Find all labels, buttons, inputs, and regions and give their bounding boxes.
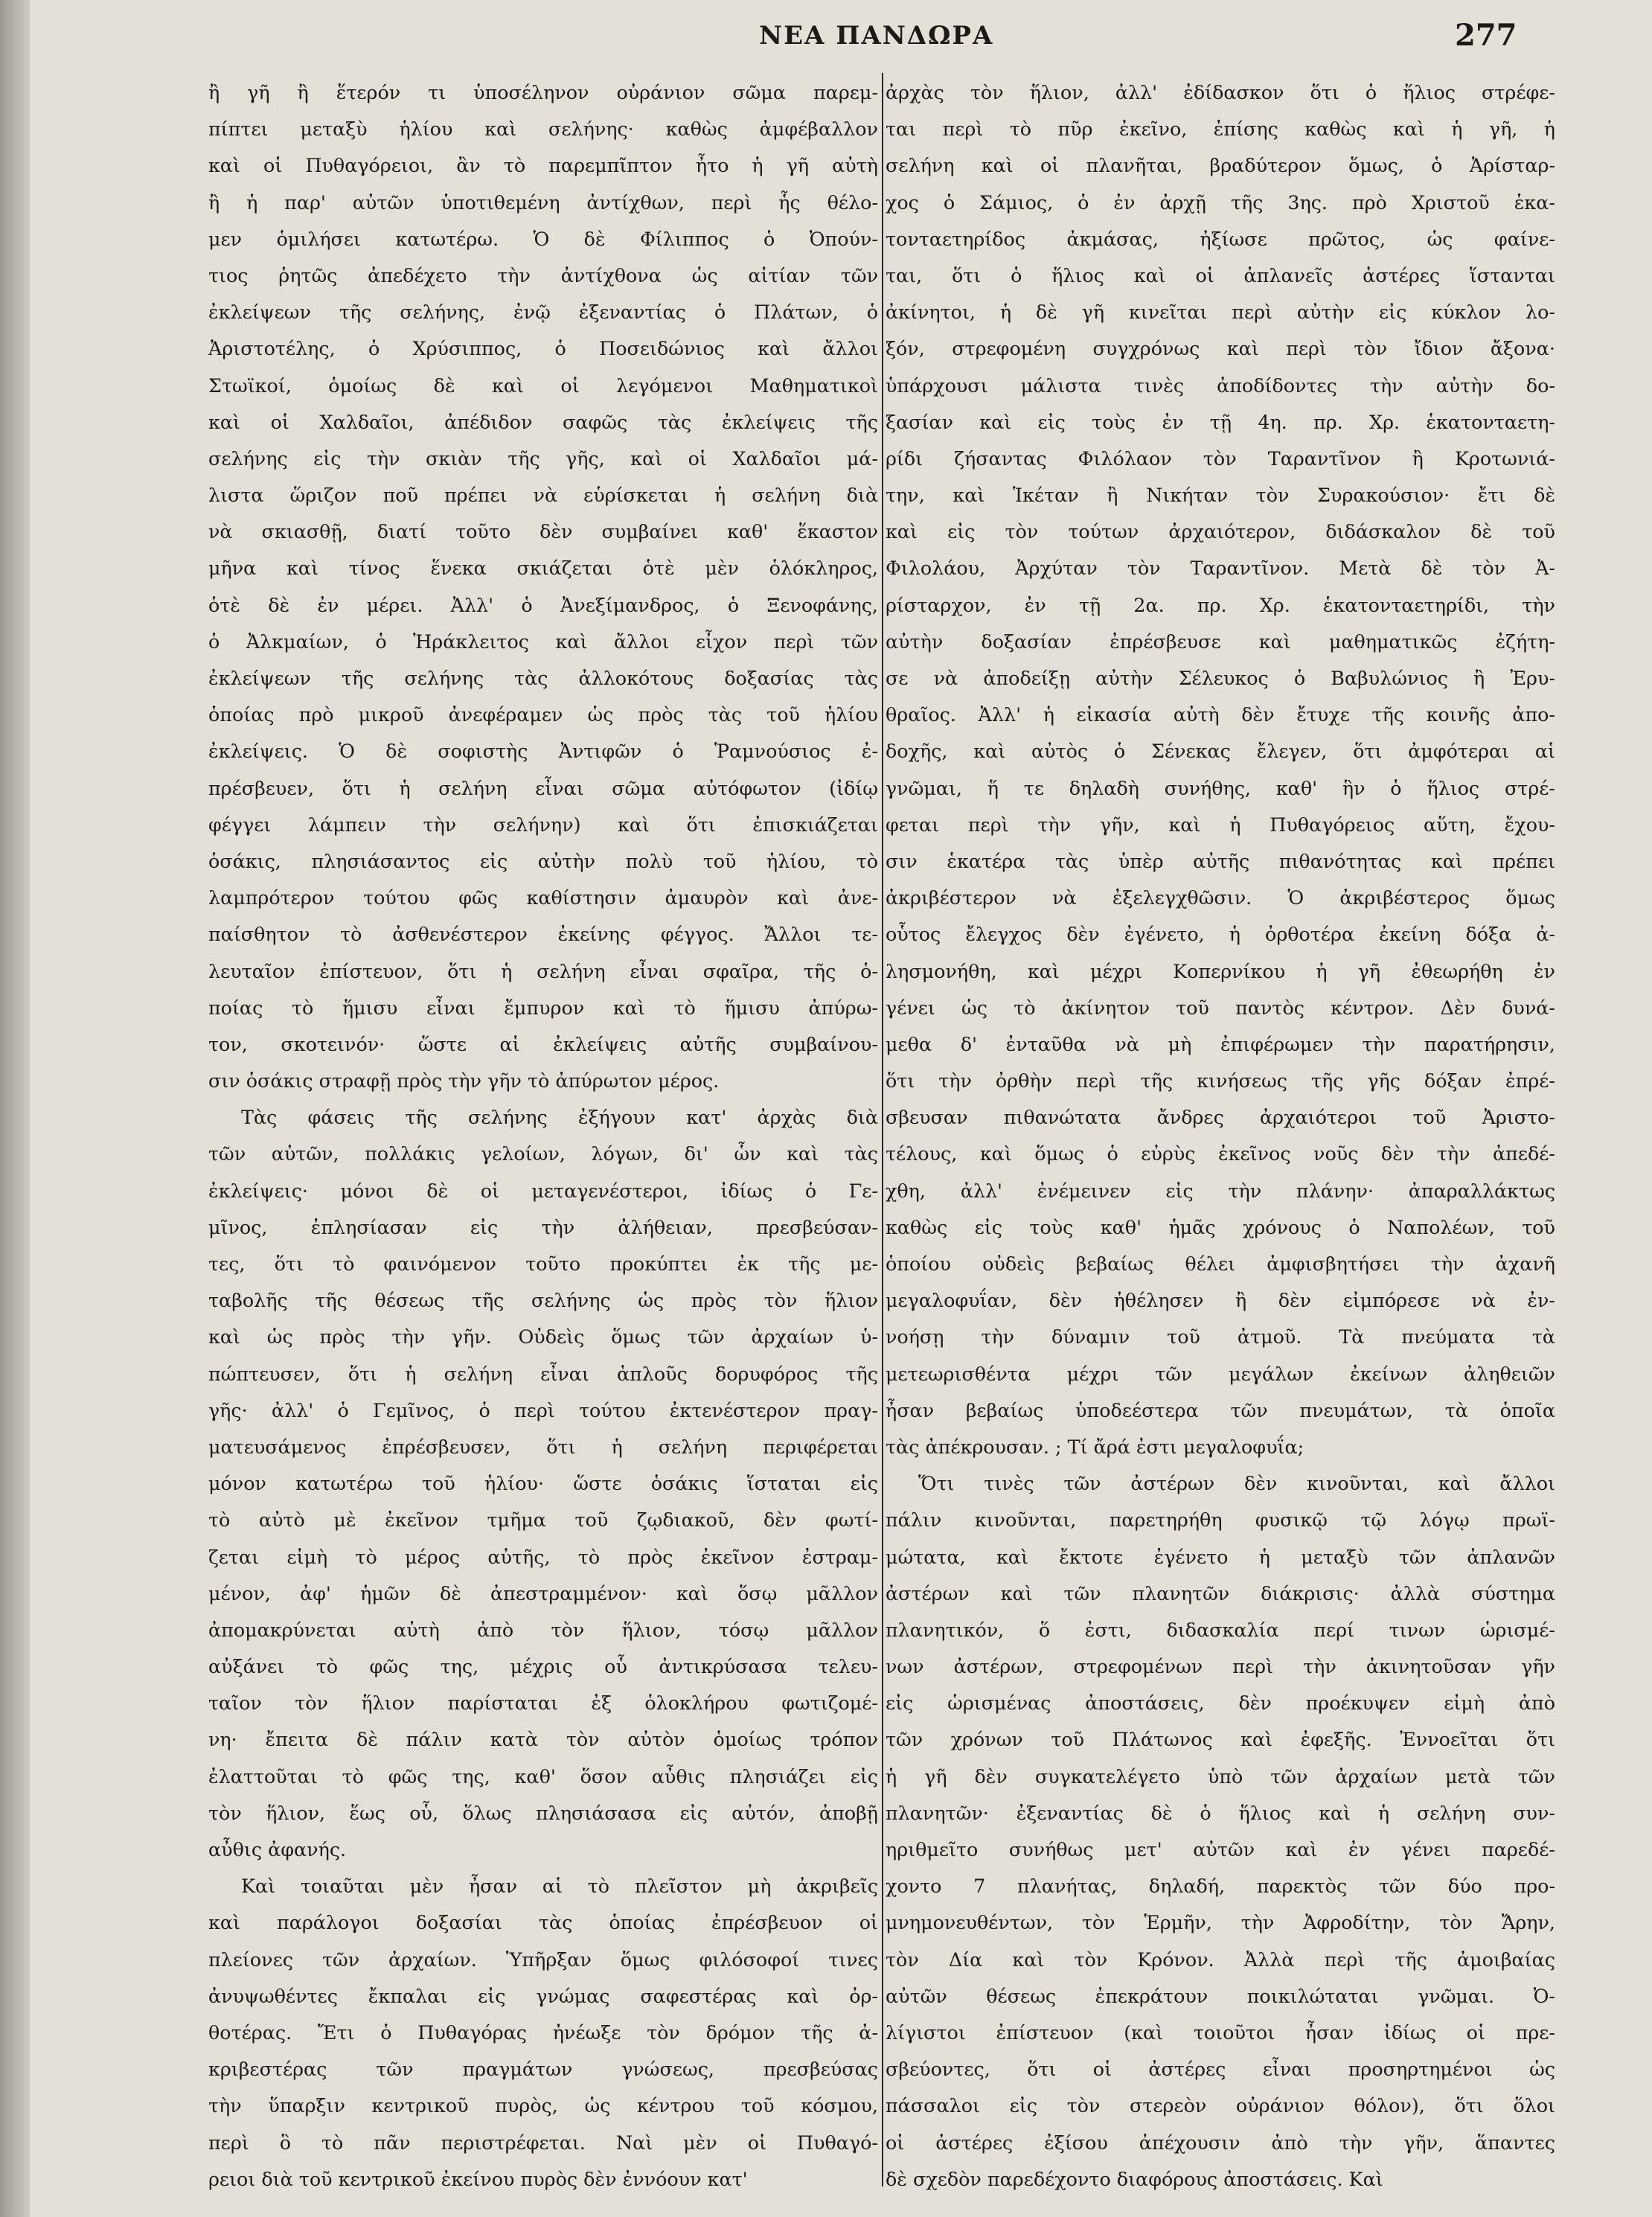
text-line: μεθα δ' ἐνταῦθα νὰ μὴ ἐπιφέρωμεν τὴν παρατήρησιν, bbox=[886, 1032, 1555, 1055]
text-line: ὁποίας πρὸ μικροῦ ἀνεφέραμεν ὡς πρὸς τὰς τοῦ ἡλίου bbox=[208, 703, 878, 726]
text-line: χος ὁ Σάμιος, ὁ ἐν ἀρχῇ τῆς 3ης. πρὸ Χριστοῦ ἑκα- bbox=[886, 191, 1555, 214]
text-line: ἐκλείψεις· μόνοι δὲ οἱ μεταγενέστεροι, ἰδίως ὁ Γε- bbox=[208, 1179, 878, 1202]
text-line: καὶ οἱ Χαλδαῖοι, ἀπέδιδον σαφῶς τὰς ἐκλείψεις τῆς bbox=[208, 410, 878, 433]
text-line: καὶ εἰς τὸν τούτων ἀρχαιότερον, διδάσκαλον δὲ τοῦ bbox=[886, 520, 1555, 543]
text-line: χθη, ἀλλ' ἐνέμεινεν εἰς τὴν πλάνην· ἀπαραλλάκτως bbox=[886, 1179, 1555, 1202]
running-title: ΝΕΑ ΠΑΝΔΩΡΑ bbox=[759, 21, 994, 51]
text-line: μένον, ἀφ' ἡμῶν δὲ ἀπεστραμμένον· καὶ ὅσῳ μᾶλλον bbox=[208, 1581, 878, 1605]
text-column-right bbox=[886, 74, 1555, 2195]
text-line: εἰς ὡρισμένας ἀποστάσεις, δὲν προέκυψεν εἰμὴ ἀπὸ bbox=[886, 1692, 1555, 1715]
text-line: τῶν αὐτῶν, πολλάκις γελοίων, λόγων, δι' ὧν καὶ τὰς bbox=[208, 1142, 878, 1165]
text-line: τες, ὅτι τὸ φαινόμενον τοῦτο προκύπτει ἐκ τῆς με- bbox=[208, 1253, 878, 1275]
text-line: ἀκριβέστερον νὰ ἐξελεγχθῶσιν. Ὁ ἀκριβέστερος ὅμως bbox=[886, 886, 1555, 909]
text-line: ξόν, στρεφομένη συγχρόνως καὶ περὶ τὸν ἴδιον ἄξονα· bbox=[886, 337, 1555, 360]
text-line: ὁποίου οὐδεὶς βεβαίως θέλει ἀμφισβητήσει τὴν ἀχανῆ bbox=[886, 1253, 1555, 1275]
text-line: θοτέρας. Ἔτι ὁ Πυθαγόρας ἠνέωξε τὸν δρόμον τῆς ἀ- bbox=[208, 2021, 878, 2044]
text-line: καὶ ὡς πρὸς τὴν γῆν. Οὐδεὶς ὅμως τῶν ἀρχαίων ὑ- bbox=[208, 1325, 878, 1349]
text-line: ἀρχὰς τὸν ἥλιον, ἀλλ' ἐδίδασκον ὅτι ὁ ἥλιος στρέφε- bbox=[886, 81, 1555, 103]
text-line: Τὰς φάσεις τῆς σελήνης ἐξήγουν κατ' ἀρχὰς διὰ bbox=[241, 1106, 878, 1129]
text-line: μεγαλοφυΐαν, δὲν ἠθέλησεν ἢ δὲν εἰμπόρεσε νὰ ἐν- bbox=[886, 1289, 1555, 1312]
text-line: Ὅτι τινὲς τῶν ἀστέρων δὲν κινοῦνται, καὶ ἄλλοι bbox=[918, 1472, 1555, 1495]
text-line: ἀνυψωθέντες ἔκπαλαι εἰς γνώμας σαφεστέρας καὶ ὀρ- bbox=[208, 1984, 878, 2007]
text-line: ὁσάκις, πλησιάσαντος εἰς αὐτὴν πολὺ τοῦ ἡλίου, τὸ bbox=[208, 849, 878, 872]
text-line: Ἀριστοτέλης, ὁ Χρύσιππος, ὁ Ποσειδώνιος καὶ ἄλλοι bbox=[208, 337, 878, 360]
text-line: ἡ γῆ δὲν συγκατελέγετο ὑπὸ τῶν ἀρχαίων μετὰ τῶν bbox=[886, 1765, 1555, 1788]
text-line: μῆνα καὶ τίνος ἕνεκα σκιάζεται ὁτὲ μὲν ὁλόκληρος, bbox=[208, 557, 878, 580]
text-line: πλανητικόν, ὅ ἐστι, διδασκαλία περί τινων ὡρισμέ- bbox=[886, 1618, 1555, 1641]
text-line: νὰ σκιασθῇ, διατί τοῦτο δὲν συμβαίνει καθ' ἕκαστον bbox=[208, 520, 878, 543]
text-line: ἢ ἡ παρ' αὐτῶν ὑποτιθεμένη ἀντίχθων, περὶ ἧς θέλο- bbox=[208, 191, 878, 214]
text-line: φεται περὶ τὴν γῆν, καὶ ἡ Πυθαγόρειος αὕτη, ἔχου- bbox=[886, 813, 1555, 836]
text-line: τέλους, καὶ ὅμως ὁ εὐρὺς ἐκεῖνος νοῦς δὲν τὴν ἀπεδέ- bbox=[886, 1142, 1555, 1165]
text-line: Φιλολάου, Ἀρχύταν τὸν Ταραντῖνον. Μετὰ δὲ τὸν Ἀ- bbox=[886, 557, 1555, 580]
text-line: ὁ Ἀλκμαίων, ὁ Ἡράκλειτος καὶ ἄλλοι εἶχον περὶ τῶν bbox=[208, 630, 878, 653]
text-line: ἐκλείψεις. Ὁ δὲ σοφιστὴς Ἀντιφῶν ὁ Ῥαμνούσιος ἐ- bbox=[208, 740, 878, 763]
text-line: πλανητῶν· ἐξεναντίας δὲ ὁ ἥλιος καὶ ἡ σελήνη συν- bbox=[886, 1801, 1555, 1824]
column-divider-rule bbox=[882, 73, 883, 2186]
text-line: νων ἀστέρων, στρεφομένων περὶ τὴν ἀκινητοῦσαν γῆν bbox=[886, 1655, 1555, 1678]
page-number: 277 bbox=[1455, 18, 1517, 53]
text-line: ὅτι τὴν ὀρθὴν περὶ τῆς κινήσεως τῆς γῆς δόξαν ἐπρέ- bbox=[886, 1069, 1555, 1092]
text-line: Καὶ τοιαῦται μὲν ἦσαν αἱ τὸ πλεῖστον μὴ ἀκριβεῖς bbox=[241, 1875, 878, 1898]
text-line: γῆς· ἀλλ' ὁ Γεμῖνος, ὁ περὶ τούτου ἐκτενέστερον πραγ- bbox=[208, 1398, 878, 1421]
text-line: αὖθις ἀφανής. bbox=[208, 1838, 347, 1861]
text-line: αὐξάνει τὸ φῶς της, μέχρις οὗ ἀντικρύσασα τελευ- bbox=[208, 1655, 878, 1678]
text-line: ὑπάρχουσι μάλιστα τινὲς ἀποδίδοντες τὴν αὐτὴν δο- bbox=[886, 374, 1555, 397]
text-line: ρίδι ζήσαντας Φιλόλαον τὸν Ταραντῖνον ἢ Κροτωνιά- bbox=[886, 447, 1555, 470]
text-line: ξασίαν καὶ εἰς τοὺς ἐν τῇ 4η. πρ. Χρ. ἑκατονταετη- bbox=[886, 410, 1555, 433]
text-line: λησμονήθη, καὶ μέχρι Κοπερνίκου ἡ γῆ ἐθεωρήθη ἐν bbox=[886, 959, 1555, 982]
text-line: γνῶμαι, ἥ τε δηλαδὴ συνήθης, καθ' ἣν ὁ ἥλιος στρέ- bbox=[886, 776, 1555, 799]
text-line: θραῖος. Ἀλλ' ἡ εἰκασία αὐτὴ δὲν ἔτυχε τῆς κοινῆς ἀπο- bbox=[886, 703, 1555, 726]
text-line: ται, ὅτι ὁ ἥλιος καὶ οἱ ἀπλανεῖς ἀστέρες ἵστανται bbox=[886, 263, 1555, 287]
text-line: ταῖον τὸν ἥλιον παρίσταται ἐξ ὁλοκλήρου φωτιζομέ- bbox=[208, 1692, 878, 1715]
text-line: ἦσαν βεβαίως ὑποδεέστερα τῶν πνευμάτων, τὰ ὁποῖα bbox=[886, 1398, 1555, 1421]
text-line: μετεωρισθέντα μέχρι τῶν μεγάλων ἐκείνων ἀληθειῶν bbox=[886, 1362, 1555, 1385]
text-line: τὰς ἀπέκρουσαν. ; Τί ἄρά ἐστι μεγαλοφυΐα; bbox=[886, 1435, 1304, 1458]
text-line: ἀστέρων καὶ τῶν πλανητῶν διάκρισις· ἀλλὰ σύστημα bbox=[886, 1581, 1555, 1605]
text-line: χοντο 7 πλανήτας, δηλαδή, παρεκτὸς τῶν δύο προ- bbox=[886, 1875, 1555, 1898]
text-line: πάλιν κινοῦνται, παρετηρήθη φυσικῷ τῷ λόγῳ πρωϊ- bbox=[886, 1509, 1555, 1532]
text-line: ται περὶ τὸ πῦρ ἐκεῖνο, ἐπίσης καθὼς καὶ ἡ γῆ, ἡ bbox=[886, 118, 1555, 141]
text-line: δοχῆς, καὶ αὐτὸς ὁ Σένεκας ἔλεγεν, ὅτι ἀμφότεραι αἱ bbox=[886, 740, 1555, 763]
text-line: τὸ αὐτὸ μὲ ἐκεῖνον τμῆμα τοῦ ζῳδιακοῦ, δὲν φωτί- bbox=[208, 1509, 878, 1532]
text-line: ἐκλείψεων τῆς σελήνης τὰς ἀλλοκότους δοξασίας τὰς bbox=[208, 667, 878, 689]
text-line: κριβεστέρας τῶν πραγμάτων γνώσεως, πρεσβεύσας bbox=[208, 2058, 878, 2081]
text-line: λαμπρότερον τούτου φῶς καθίστησιν ἀμαυρὸν καὶ ἀνε- bbox=[208, 886, 878, 909]
text-line: τον, σκοτεινόν· ὥστε αἱ ἐκλείψεις αὐτῆς συμβαίνου- bbox=[208, 1032, 878, 1055]
text-line: ποίας τὸ ἥμισυ εἶναι ἔμπυρον καὶ τὸ ἥμισυ ἀπύρω- bbox=[208, 996, 878, 1019]
text-line: ἢ γῆ ἢ ἕτερόν τι ὑποσέληνον οὐράνιον σῶμα παρεμ- bbox=[208, 81, 878, 103]
text-line: δὲ σχεδὸν παρεδέχοντο διαφόρους ἀποστάσεις. Καὶ bbox=[886, 2167, 1383, 2190]
text-line: γένει ὡς τὸ ἀκίνητον τοῦ παντὸς κέντρον. Δὲν δυνά- bbox=[886, 996, 1555, 1019]
text-line: σβεύοντες, ὅτι οἱ ἀστέρες εἶναι προσηρτημένοι ὡς bbox=[886, 2058, 1555, 2081]
text-line: οἱ ἀστέρες ἐξίσου ἀπέχουσιν ἀπὸ τὴν γῆν, ἅπαντες bbox=[886, 2131, 1555, 2154]
text-line: σε νὰ ἀποδείξῃ αὐτὴν Σέλευκος ὁ Βαβυλώνιος ἢ Ἐρυ- bbox=[886, 667, 1555, 689]
text-line: οὗτος ἔλεγχος δὲν ἐγένετο, ἡ ὀρθοτέρα ἐκείνη δόξα ἀ- bbox=[886, 923, 1555, 946]
text-line: σελήνη καὶ οἱ πλανῆται, βραδύτερον ὅμως, ὁ Ἀρίσταρ- bbox=[886, 154, 1555, 177]
text-line: νη· ἔπειτα δὲ πάλιν κατὰ τὸν αὐτὸν ὁμοίως τρόπον bbox=[208, 1728, 878, 1751]
text-line: ταβολῆς τῆς θέσεως τῆς σελήνης ὡς πρὸς τὸν ἥλιον bbox=[208, 1289, 878, 1312]
text-line: περὶ ὃ τὸ πᾶν περιστρέφεται. Ναὶ μὲν οἱ Πυθαγό- bbox=[208, 2131, 878, 2154]
text-line: τὸν ἥλιον, ἕως οὗ, ὅλως πλησιάσασα εἰς αὐτόν, ἀποβῇ bbox=[208, 1801, 878, 1824]
text-line: σελήνης εἰς τὴν σκιὰν τῆς γῆς, καὶ οἱ Χαλδαῖοι μά- bbox=[208, 447, 878, 470]
text-line: λιστα ὥριζον ποῦ πρέπει νὰ εὑρίσκεται ἡ σελήνη διὰ bbox=[208, 484, 878, 507]
text-line: ρίσταρχον, ἐν τῇ 2α. πρ. Χρ. ἑκατονταετηρίδι, τὴν bbox=[886, 593, 1555, 616]
text-line: παίσθητον τὸ ἀσθενέστερον ἐκείνης φέγγος. Ἄλλοι τε- bbox=[208, 923, 878, 946]
text-line: ματευσάμενος ἐπρέσβευσεν, ὅτι ἡ σελήνη περιφέρεται bbox=[208, 1435, 878, 1458]
text-line: καθὼς εἰς τοὺς καθ' ἡμᾶς χρόνους ὁ Ναπολέων, τοῦ bbox=[886, 1215, 1555, 1238]
text-line: λίγιστοι ἐπίστευον (καὶ τοιοῦτοι ἦσαν ἰδίως οἱ πρε- bbox=[886, 2021, 1555, 2044]
text-line: μνημονευθέντων, τὸν Ἑρμῆν, τὴν Ἀφροδίτην, τὸν Ἄρην, bbox=[886, 1911, 1555, 1934]
text-line: αὐτῶν θέσεως ἐπεκράτουν ποικιλώταται γνῶμαι. Ὀ- bbox=[886, 1984, 1555, 2007]
text-line: ρειοι διὰ τοῦ κεντρικοῦ ἐκείνου πυρὸς δὲν ἐννόουν κατ' bbox=[208, 2167, 748, 2190]
text-line: καὶ παράλογοι δοξασίαι τὰς ὁποίας ἐπρέσβευον οἱ bbox=[208, 1911, 878, 1934]
text-line: πώπτευσεν, ὅτι ἡ σελήνη εἶναι ἁπλοῦς δορυφόρος τῆς bbox=[208, 1362, 878, 1385]
text-line: ἀκίνητοι, ἡ δὲ γῆ κινεῖται περὶ αὐτὴν εἰς κύκλον λο- bbox=[886, 301, 1555, 324]
text-line: αὐτὴν δοξασίαν ἐπρέσβευσε καὶ μαθηματικῶς ἐζήτη- bbox=[886, 630, 1555, 653]
text-line: πάσσαλοι εἰς τὸν στερεὸν οὐράνιον θόλον), ὅτι ὅλοι bbox=[886, 2094, 1555, 2117]
text-line: μόνον κατωτέρω τοῦ ἡλίου· ὥστε ὁσάκις ἵσταται εἰς bbox=[208, 1472, 878, 1495]
text-line: σιν ὁσάκις στραφῇ πρὸς τὴν γῆν τὸ ἀπύρωτον μέρος. bbox=[208, 1069, 720, 1092]
text-line: λευταῖον ἐπίστευον, ὅτι ἡ σελήνη εἶναι σφαῖρα, τῆς ὁ- bbox=[208, 959, 878, 982]
text-line: ἐλαττοῦται τὸ φῶς της, καθ' ὅσον αὖθις πλησιάζει εἰς bbox=[208, 1765, 878, 1788]
text-line: πίπτει μεταξὺ ἡλίου καὶ σελήνης· καθὼς ἀμφέβαλλον bbox=[208, 118, 878, 141]
text-line: τὸν Δία καὶ τὸν Κρόνον. Ἀλλὰ περὶ τῆς ἀμοιβαίας bbox=[886, 1948, 1555, 1971]
text-line: ἐκλείψεων τῆς σελήνης, ἐνῷ ἐξεναντίας ὁ Πλάτων, ὁ bbox=[208, 301, 878, 324]
text-line: ηριθμεῖτο συνήθως μετ' αὐτῶν καὶ ἐν γένει παρεδέ- bbox=[886, 1838, 1555, 1861]
text-column-left bbox=[208, 74, 878, 2195]
text-line: τῶν χρόνων τοῦ Πλάτωνος καὶ ἐφεξῆς. Ἐννοεῖται ὅτι bbox=[886, 1728, 1555, 1751]
text-line: μῖνος, ἐπλησίασαν εἰς τὴν ἀλήθειαν, πρεσβεύσαν- bbox=[208, 1215, 878, 1238]
text-line: σιν ἑκατέρα τὰς ὑπὲρ αὐτῆς πιθανότητας καὶ πρέπει bbox=[886, 849, 1555, 872]
text-line: μεν ὁμιλήσει κατωτέρω. Ὁ δὲ Φίλιππος ὁ Ὀπούν- bbox=[208, 227, 878, 250]
text-line: μώτατα, καὶ ἔκτοτε ἐγένετο ἡ μεταξὺ τῶν ἀπλανῶν bbox=[886, 1545, 1555, 1568]
text-line: σβευσαν πιθανώτατα ἄνδρες ἀρχαιότεροι τοῦ Ἀριστο- bbox=[886, 1106, 1555, 1129]
text-line: φέγγει λάμπειν τὴν σελήνην) καὶ ὅτι ἐπισκιάζεται bbox=[208, 813, 878, 836]
text-line: τὴν ὕπαρξιν κεντρικοῦ πυρὸς, ὡς κέντρου τοῦ κόσμου, bbox=[208, 2094, 878, 2117]
text-line: ὁτὲ δὲ ἐν μέρει. Ἀλλ' ὁ Ἀνεξίμανδρος, ὁ Ξενοφάνης, bbox=[208, 593, 878, 616]
text-line: τονταετηρίδος ἀκμάσας, ἠξίωσε πρῶτος, ὡς φαίνε- bbox=[886, 227, 1555, 250]
text-line: καὶ οἱ Πυθαγόρειοι, ἂν τὸ παρεμπῖπτον ἦτο ἡ γῆ αὐτὴ bbox=[208, 154, 878, 177]
text-line: ἀπομακρύνεται αὐτὴ ἀπὸ τὸν ἥλιον, τόσῳ μᾶλλον bbox=[208, 1618, 878, 1641]
text-line: πρέσβευεν, ὅτι ἡ σελήνη εἶναι σῶμα αὐτόφωτον (ἰδίῳ bbox=[208, 776, 878, 799]
text-line: πλείονες τῶν ἀρχαίων. Ὑπῆρξαν ὅμως φιλόσοφοί τινες bbox=[208, 1948, 878, 1971]
book-binding-edge bbox=[0, 0, 30, 2217]
text-line: Στωϊκοί, ὁμοίως δὲ καὶ οἱ λεγόμενοι Μαθηματικοὶ bbox=[208, 374, 878, 397]
text-line: τιος ῥητῶς ἀπεδέχετο τὴν ἀντίχθονα ὡς αἰτίαν τῶν bbox=[208, 263, 878, 287]
text-line: ζεται εἰμὴ τὸ μέρος αὐτῆς, τὸ πρὸς ἐκεῖνον ἐστραμ- bbox=[208, 1545, 878, 1568]
text-line: νοήσῃ τὴν δύναμιν τοῦ ἀτμοῦ. Τὰ πνεύματα τὰ bbox=[886, 1325, 1555, 1349]
text-line: την, καὶ Ἱκέταν ἢ Νικήταν τὸν Συρακούσιον· ἔτι δὲ bbox=[886, 484, 1555, 507]
